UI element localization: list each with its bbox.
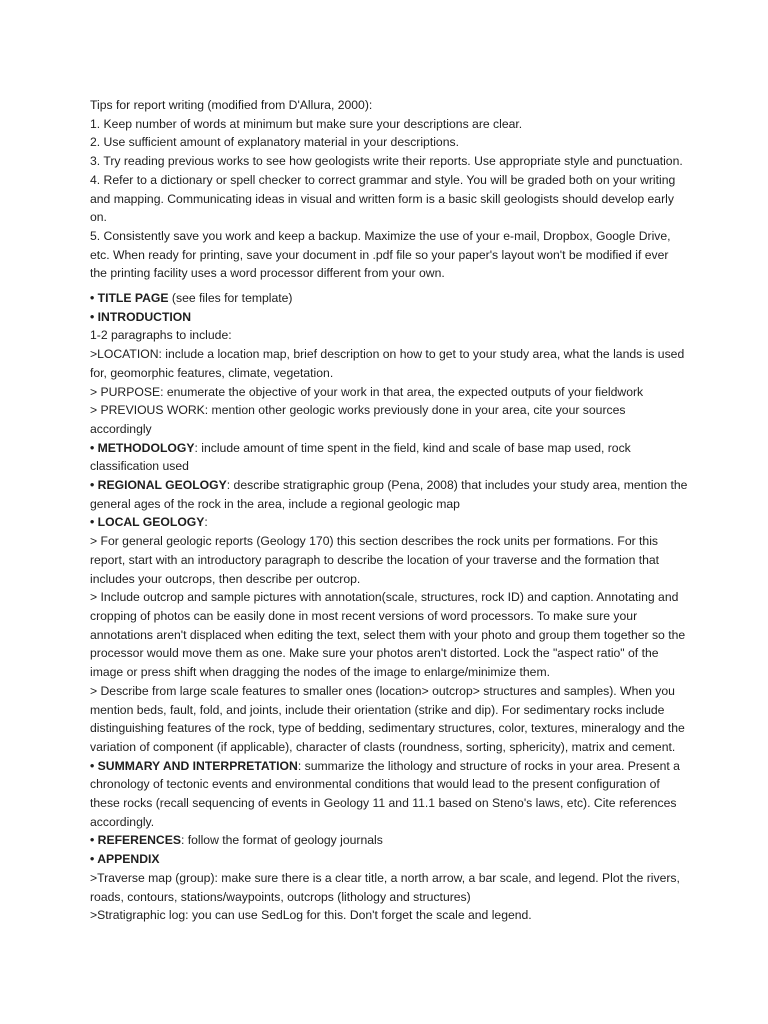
section-local-geology [90,513,688,532]
appendix-item-stratigraphic-log: >Stratigraphic log: you can use SedLog for this. Don't forget the scale and legend. [90,908,532,923]
section-label: • REFERENCES [90,833,181,848]
section-methodology [90,439,688,476]
section-text: : summarize the lithology and structure of rocks in your area. Present a chronology of tectonic events and environmental conditions that would lead to the present configuration of these rocks (recall sequencing of events in Geology 11 and 11.1 based on Steno's laws, etc). Cite references accordingly. [90,758,680,829]
local-geology-item: > Describe from large scale features to smaller ones (location> outcrop> structures and samples). When you mention beds, fault, fold, and joints, include their orientation (strike and dip). For sedimentary rocks include distinguishing features of the rock, type of bedding, sedimentary structures, color, textures, mineralogy and the variation of component (if applicable), character of clasts (roundness, sorting, sphericity), matrix and cement. [90,683,685,754]
tip-item: 1. Keep number of words at minimum but make sure your descriptions are clear. [90,116,523,131]
section-text: : [204,515,208,530]
section-summary [90,757,688,832]
section-label: • SUMMARY AND INTERPRETATION [90,758,298,773]
section-regional-geology [90,476,688,513]
appendix-item-traverse-map: >Traverse map (group): make sure there is a clear title, a north arrow, a bar scale, and legend. Plot the rivers, roads, contours, stations/waypoints, outcrops (lithology and structures) [90,870,680,904]
tip-item: 2. Use sufficient amount of explanatory material in your descriptions. [90,135,459,150]
section-label: • APPENDIX [90,852,160,867]
section-text: : follow the format of geology journals [180,833,383,848]
section-label: • LOCAL GEOLOGY [90,515,205,530]
intro-item-previous-work: > PREVIOUS WORK: mention other geologic works previously done in your area, cite your sources accordingly [90,403,626,436]
section-text: (see files for template) [168,291,293,306]
intro-lead: 1-2 paragraphs to include: [90,328,232,343]
local-geology-item: > Include outcrop and sample pictures with annotation(scale, structures, rock ID) and caption. Annotating and cropping of photos can be easily done in most recent versions of word processors. To make sure your annotations aren't displaced when editing the text, select them with your photo and group them together so the processor would move them as one. Make sure your photos aren't distorted. Lock the "aspect ratio" of the image or press shift when dragging the nodes of the image to enlarge/minimize them. [90,590,686,680]
section-label: • TITLE PAGE [90,291,169,306]
section-title-page [90,289,688,308]
section-introduction [90,308,688,327]
section-label: • INTRODUCTION [90,309,192,324]
tip-item: 3. Try reading previous works to see how geologists write their reports. Use appropriate style and punctuation. [90,154,683,169]
section-appendix [90,850,688,869]
tip-item: 4. Refer to a dictionary or spell checker to correct grammar and style. You will be graded both on your writing and mapping. Communicating ideas in visual and written form is a basic skill geologists should develop early on. [90,172,676,225]
local-geology-item: > For general geologic reports (Geology 170) this section describes the rock units per formations. For this report, start with an introductory paragraph to describe the location of your traverse and the formation that includes your outcrops, then describe per outcrop. [90,534,660,586]
section-label: • METHODOLOGY [90,440,195,455]
intro-item-location: >LOCATION: include a location map, brief description on how to get to your study area, what the lands is used for, geomorphic features, climate, vegetation. [90,347,685,380]
section-references [90,831,688,850]
tips-heading: Tips for report writing (modified from D'Allura, 2000): [90,98,373,112]
section-text: : describe stratigraphic group (Pena, 2008) that includes your study area, mention the general ages of the rock in the area, include a regional geologic map [90,478,688,511]
tip-item: 5. Consistently save you work and keep a backup. Maximize the use of your e-mail, Dropbox, Google Drive, etc. When ready for printing, save your document in .pdf file so your paper's layout won't be modified if ever the printing facility uses a word processor different from your own. [90,228,671,281]
section-text: : include amount of time spent in the field, kind and scale of base map used, rock classification used [90,440,631,474]
section-label: • REGIONAL GEOLOGY [90,478,227,493]
intro-item-purpose: > PURPOSE: enumerate the objective of your work in that area, the expected outputs of your fieldwork [90,384,644,399]
